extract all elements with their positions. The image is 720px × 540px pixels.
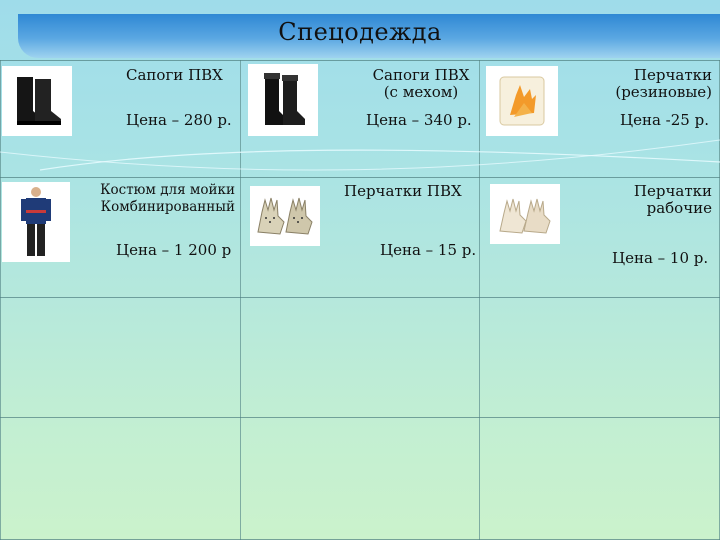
- item-name: [80, 182, 235, 216]
- item-price: Цена – 10 р.: [612, 249, 709, 267]
- item-name-line: Сапоги ПВХ: [372, 66, 470, 84]
- row-divider: [0, 417, 720, 418]
- item-name-line: Перчатки: [633, 182, 712, 200]
- rubber-boots-icon: [2, 66, 72, 136]
- item-name: [366, 67, 476, 101]
- item-name-line: рабочие: [646, 199, 712, 217]
- item-name: Перчатки ПВХ: [344, 182, 462, 200]
- item-price: Цена – 340 р.: [366, 111, 472, 129]
- item-name: [618, 183, 712, 217]
- item-price: Цена – 1 200 р: [116, 241, 232, 259]
- row-divider: [0, 60, 720, 61]
- pvc-gloves-icon: [250, 186, 320, 246]
- item-price: Цена – 280 р.: [126, 111, 232, 129]
- item-name-line: Комбинированный: [100, 199, 235, 215]
- work-gloves-icon: [490, 184, 560, 244]
- item-name: Сапоги ПВХ: [126, 66, 223, 84]
- item-price: Цена – 15 р.: [380, 241, 477, 259]
- page-title: Спецодежда: [278, 18, 442, 46]
- item-name-line: Костюм для мойки: [100, 182, 235, 198]
- fur-boots-icon: [248, 64, 318, 136]
- work-suit-icon: [2, 182, 70, 262]
- row-divider: [0, 297, 720, 298]
- item-price: Цена -25 р.: [620, 111, 709, 129]
- item-name-line: Перчатки: [633, 66, 712, 84]
- rubber-gloves-icon: [486, 66, 558, 136]
- item-name: [594, 67, 712, 101]
- item-name-line: (с мехом): [383, 83, 459, 101]
- item-name-line: (резиновые): [615, 83, 712, 101]
- decorative-swoosh: [0, 130, 720, 190]
